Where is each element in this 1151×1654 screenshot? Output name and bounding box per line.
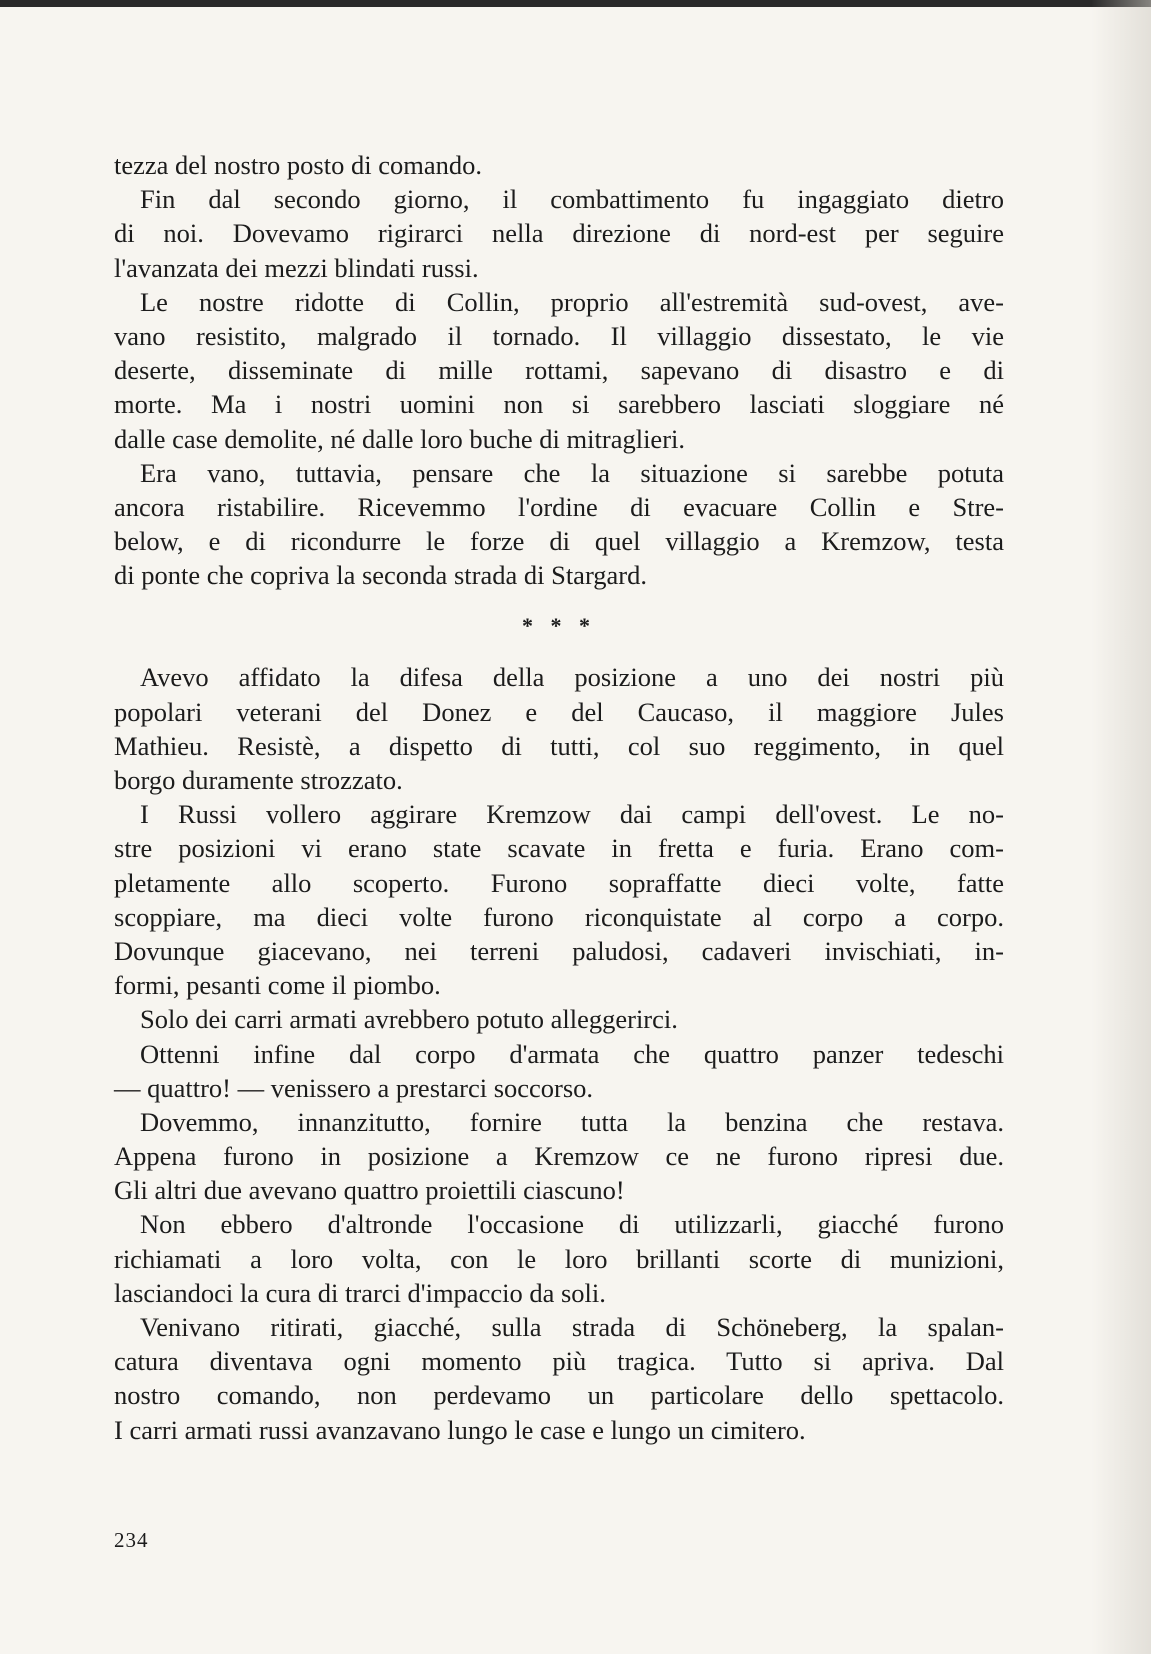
page-body-text [114,148,1004,1447]
text-line: pletamente allo scoperto. Furono sopraffatte dieci volte, fatte [114,867,1004,898]
text-line: l'avanzata dei mezzi blindati russi. [114,252,479,283]
page-number: 234 [114,1528,149,1552]
page-top-edge [0,0,1151,7]
text-line: lasciandoci la cura di trarci d'impaccio da soli. [114,1277,606,1308]
text-line: Appena furono in posizione a Kremzow ce ne furono ripresi due. [114,1141,1004,1172]
paragraph [114,797,1004,1002]
text-line: catura diventava ogni momento più tragica. Tutto si apriva. Dal [114,1346,1004,1377]
text-line: Solo dei carri armati avrebbero potuto alleggerirci. [140,1004,678,1035]
paragraph [114,285,1004,456]
paragraph [114,660,1004,797]
text-line: Non ebbero d'altronde l'occasione di utilizzarli, giacché furono [140,1209,1004,1240]
page-binding-shadow [1091,0,1151,1654]
text-line: Dovunque giacevano, nei terreni paludosi, cadaveri invischiati, in- [114,935,1004,966]
paragraph [114,148,1004,182]
paragraph [114,1310,1004,1447]
text-line: Avevo affidato la difesa della posizione a uno dei nostri più [140,662,1004,693]
text-line: Fin dal secondo giorno, il combattimento fu ingaggiato dietro [140,184,1004,215]
text-line: di noi. Dovevamo rigirarci nella direzione di nord-est per seguire [114,218,1004,249]
text-line: ancora ristabilire. Ricevemmo l'ordine di evacuare Collin e Stre- [114,491,1004,522]
paragraph [114,1105,1004,1208]
text-line: Ottenni infine dal corpo d'armata che quattro panzer tedeschi [140,1038,1004,1069]
text-line: tezza del nostro posto di comando. [114,150,482,180]
text-line: formi, pesanti come il piombo. [114,970,441,1001]
text-line: I Russi vollero aggirare Kremzow dai campi dell'ovest. Le no- [140,799,1004,830]
text-line: Le nostre ridotte di Collin, proprio all'estremità sud-ovest, ave- [140,286,1004,317]
text-line: richiamati a loro volta, con le loro brillanti scorte di munizioni, [114,1243,1004,1274]
text-line: Era vano, tuttavia, pensare che la situazione si sarebbe potuta [140,457,1004,488]
paragraph [114,1207,1004,1310]
text-line: di ponte che copriva la seconda strada di Stargard. [114,560,648,591]
paragraph [114,456,1004,593]
text-line: nostro comando, non perdevamo un particolare dello spettacolo. [114,1380,1004,1411]
section-separator: * * * [522,613,596,639]
text-line: popolari veterani del Donez e del Caucaso, il maggiore Jules [114,696,1004,727]
text-line: borgo duramente strozzato. [114,765,403,795]
text-line: dalle case demolite, né dalle loro buche di mitraglieri. [114,423,686,454]
paragraph [114,1002,1004,1036]
text-line: below, e di ricondurre le forze di quel villaggio a Kremzow, testa [114,526,1004,557]
text-line: Mathieu. Resistè, a dispetto di tutti, col suo reggimento, in quel [114,730,1004,761]
paragraph [114,1037,1004,1105]
text-line: I carri armati russi avanzavano lungo le case e lungo un cimitero. [114,1414,806,1445]
text-line: deserte, disseminate di mille rottami, sapevano di disastro e di [114,355,1004,386]
text-line: scoppiare, ma dieci volte furono riconquistate al corpo a corpo. [114,901,1004,932]
text-line: morte. Ma i nostri uomini non si sarebbero lasciati sloggiare né [114,389,1004,420]
text-line: vano resistito, malgrado il tornado. Il villaggio dissestato, le vie [114,320,1004,351]
paragraph [114,182,1004,285]
text-line: stre posizioni vi erano state scavate in fretta e furia. Erano com- [114,833,1004,864]
text-line: — quattro! — venissero a prestarci soccorso. [114,1072,594,1103]
text-line: Dovemmo, innanzitutto, fornire tutta la benzina che restava. [140,1106,1004,1137]
text-line: Venivano ritirati, giacché, sulla strada di Schöneberg, la spalan- [140,1312,1004,1342]
text-line: Gli altri due avevano quattro proiettili ciascuno! [114,1175,625,1206]
